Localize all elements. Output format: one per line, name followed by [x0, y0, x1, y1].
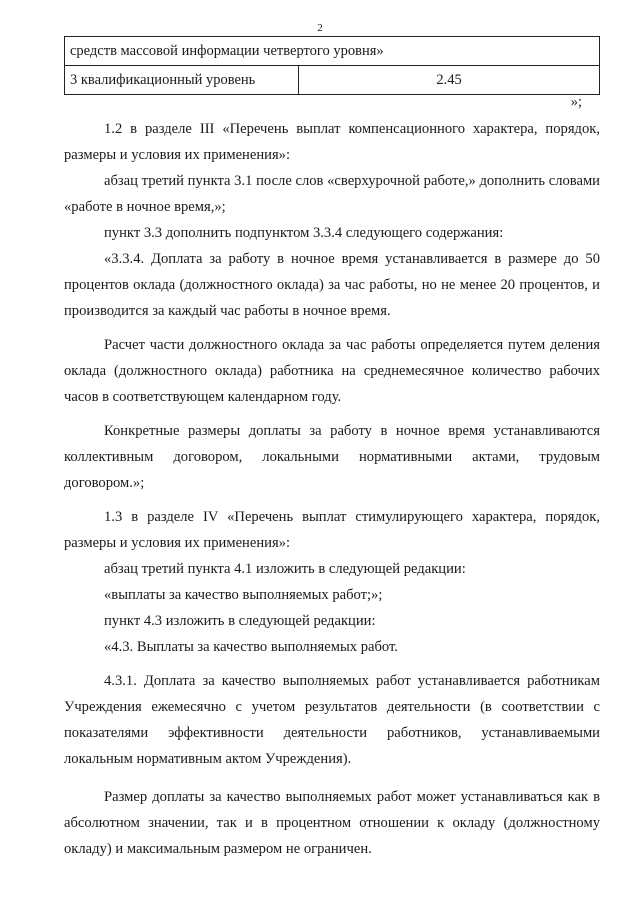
paragraph: абзац третий пункта 3.1 после слов «сверхурочной работе,» дополнить словами «работе в ночное время,»; — [64, 173, 600, 215]
paragraph: Конкретные размеры доплаты за работу в ночное время устанавливаются коллективным договором, локальными нормативными актами, трудовым договором.»; — [64, 423, 600, 491]
paragraph: пункт 4.3 изложить в следующей редакции: — [104, 613, 376, 629]
paragraph: 1.3 в разделе IV «Перечень выплат стимулирующего характера, порядок, размеры и условия их применения»: — [64, 509, 600, 551]
document-body — [64, 116, 600, 862]
table-closing-quote: »; — [570, 94, 582, 110]
page-number: 2 — [317, 22, 323, 34]
table-cell-name: средств массовой информации четвертого уровня» — [65, 37, 600, 66]
paragraph: «4.3. Выплаты за качество выполняемых работ. — [104, 639, 398, 655]
table-cell-value: 2.45 — [299, 66, 600, 95]
paragraph: 4.3.1. Доплата за качество выполняемых работ устанавливается работникам Учреждения ежемесячно с учетом результатов деятельности (в соответствии с показателями эффективности деятельности работников, устанавливаемыми локальным нормативным актом Учреждения). — [64, 673, 600, 767]
qualification-table — [64, 36, 600, 95]
paragraph: «3.3.4. Доплата за работу в ночное время устанавливается в размере до 50 процентов оклада (должностного оклада) за час работы, но не менее 20 процентов, и производится за каждый час работы в ночное время. — [64, 251, 600, 319]
paragraph: «выплаты за качество выполняемых работ;»; — [104, 587, 383, 603]
table-cell-name: 3 квалификационный уровень — [65, 66, 299, 95]
paragraph: Расчет части должностного оклада за час работы определяется путем деления оклада (должностного оклада) работника на среднемесячное количество рабочих часов в соответствующем календарном году. — [64, 337, 600, 405]
table-row — [65, 37, 600, 66]
paragraph: пункт 3.3 дополнить подпунктом 3.3.4 следующего содержания: — [104, 225, 504, 241]
paragraph: абзац третий пункта 4.1 изложить в следующей редакции: — [104, 561, 466, 577]
paragraph: 1.2 в разделе III «Перечень выплат компенсационного характера, порядок, размеры и условия их применения»: — [64, 121, 600, 163]
table-row — [65, 66, 600, 95]
paragraph: Размер доплаты за качество выполняемых работ может устанавливаться как в абсолютном значении, так и в процентном отношении к окладу (должностному окладу) и максимальным размером не ограничен. — [64, 789, 600, 857]
